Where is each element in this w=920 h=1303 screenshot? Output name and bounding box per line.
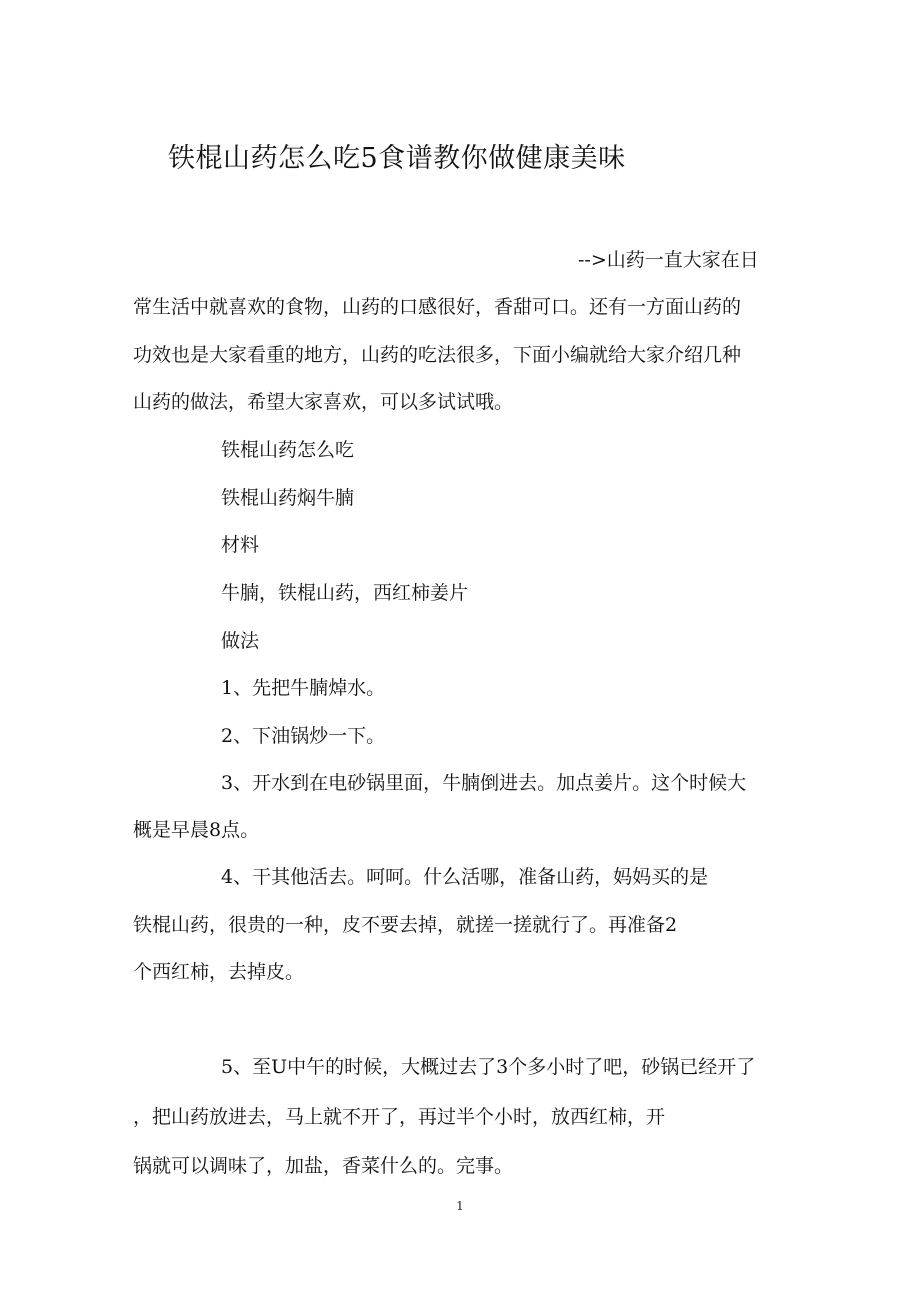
step-4-continued-1: 铁棍山药，很贵的一种，皮不要去掉，就搓一搓就行了。再准备2 xyxy=(133,914,678,936)
page-number: 1 xyxy=(456,1199,464,1213)
materials-label: 材料 xyxy=(221,534,260,556)
step-5-continued-2: 锅就可以调味了，加盐，香菜什么的。完事。 xyxy=(133,1155,514,1177)
section-heading: 铁棍山药怎么吃 xyxy=(221,439,355,461)
method-label: 做法 xyxy=(221,630,260,652)
intro-line-2: 常生活中就喜欢的食物，山药的口感很好，香甜可口。还有一方面山药的 xyxy=(133,296,742,318)
step-2: 2、下油锅炒一下。 xyxy=(221,725,386,747)
step-4-continued-2: 个西红柿，去掉皮。 xyxy=(133,961,305,983)
recipe-name: 铁棍山药焖牛腩 xyxy=(221,487,355,509)
materials-list: 牛腩，铁棍山药，西红柿姜片 xyxy=(221,582,469,604)
step-5-continued-1: ，把山药放进去，马上就不开了，再过半个小时，放西红柿，开 xyxy=(133,1106,666,1128)
intro-line-3: 功效也是大家看重的地方，山药的吃法很多，下面小编就给大家介绍几种 xyxy=(133,344,742,366)
step-3-continued: 概是早晨8点。 xyxy=(133,819,260,841)
document-title: 铁棍山药怎么吃5食谱教你做健康美味 xyxy=(168,143,626,174)
step-4: 4、干其他活去。呵呵。什么活哪，准备山药，妈妈买的是 xyxy=(221,866,709,888)
step-5: 5、至U中午的时候，大概过去了3个多小时了吧，砂锅已经开了 xyxy=(221,1056,756,1078)
step-3: 3、开水到在电砂锅里面，牛腩倒进去。加点姜片。这个时候大 xyxy=(221,772,747,794)
step-1: 1、先把牛腩焯水。 xyxy=(221,677,386,699)
intro-line-1: -->山药一直大家在日 xyxy=(578,249,759,271)
intro-line-4: 山药的做法，希望大家喜欢，可以多试试哦。 xyxy=(133,391,514,413)
